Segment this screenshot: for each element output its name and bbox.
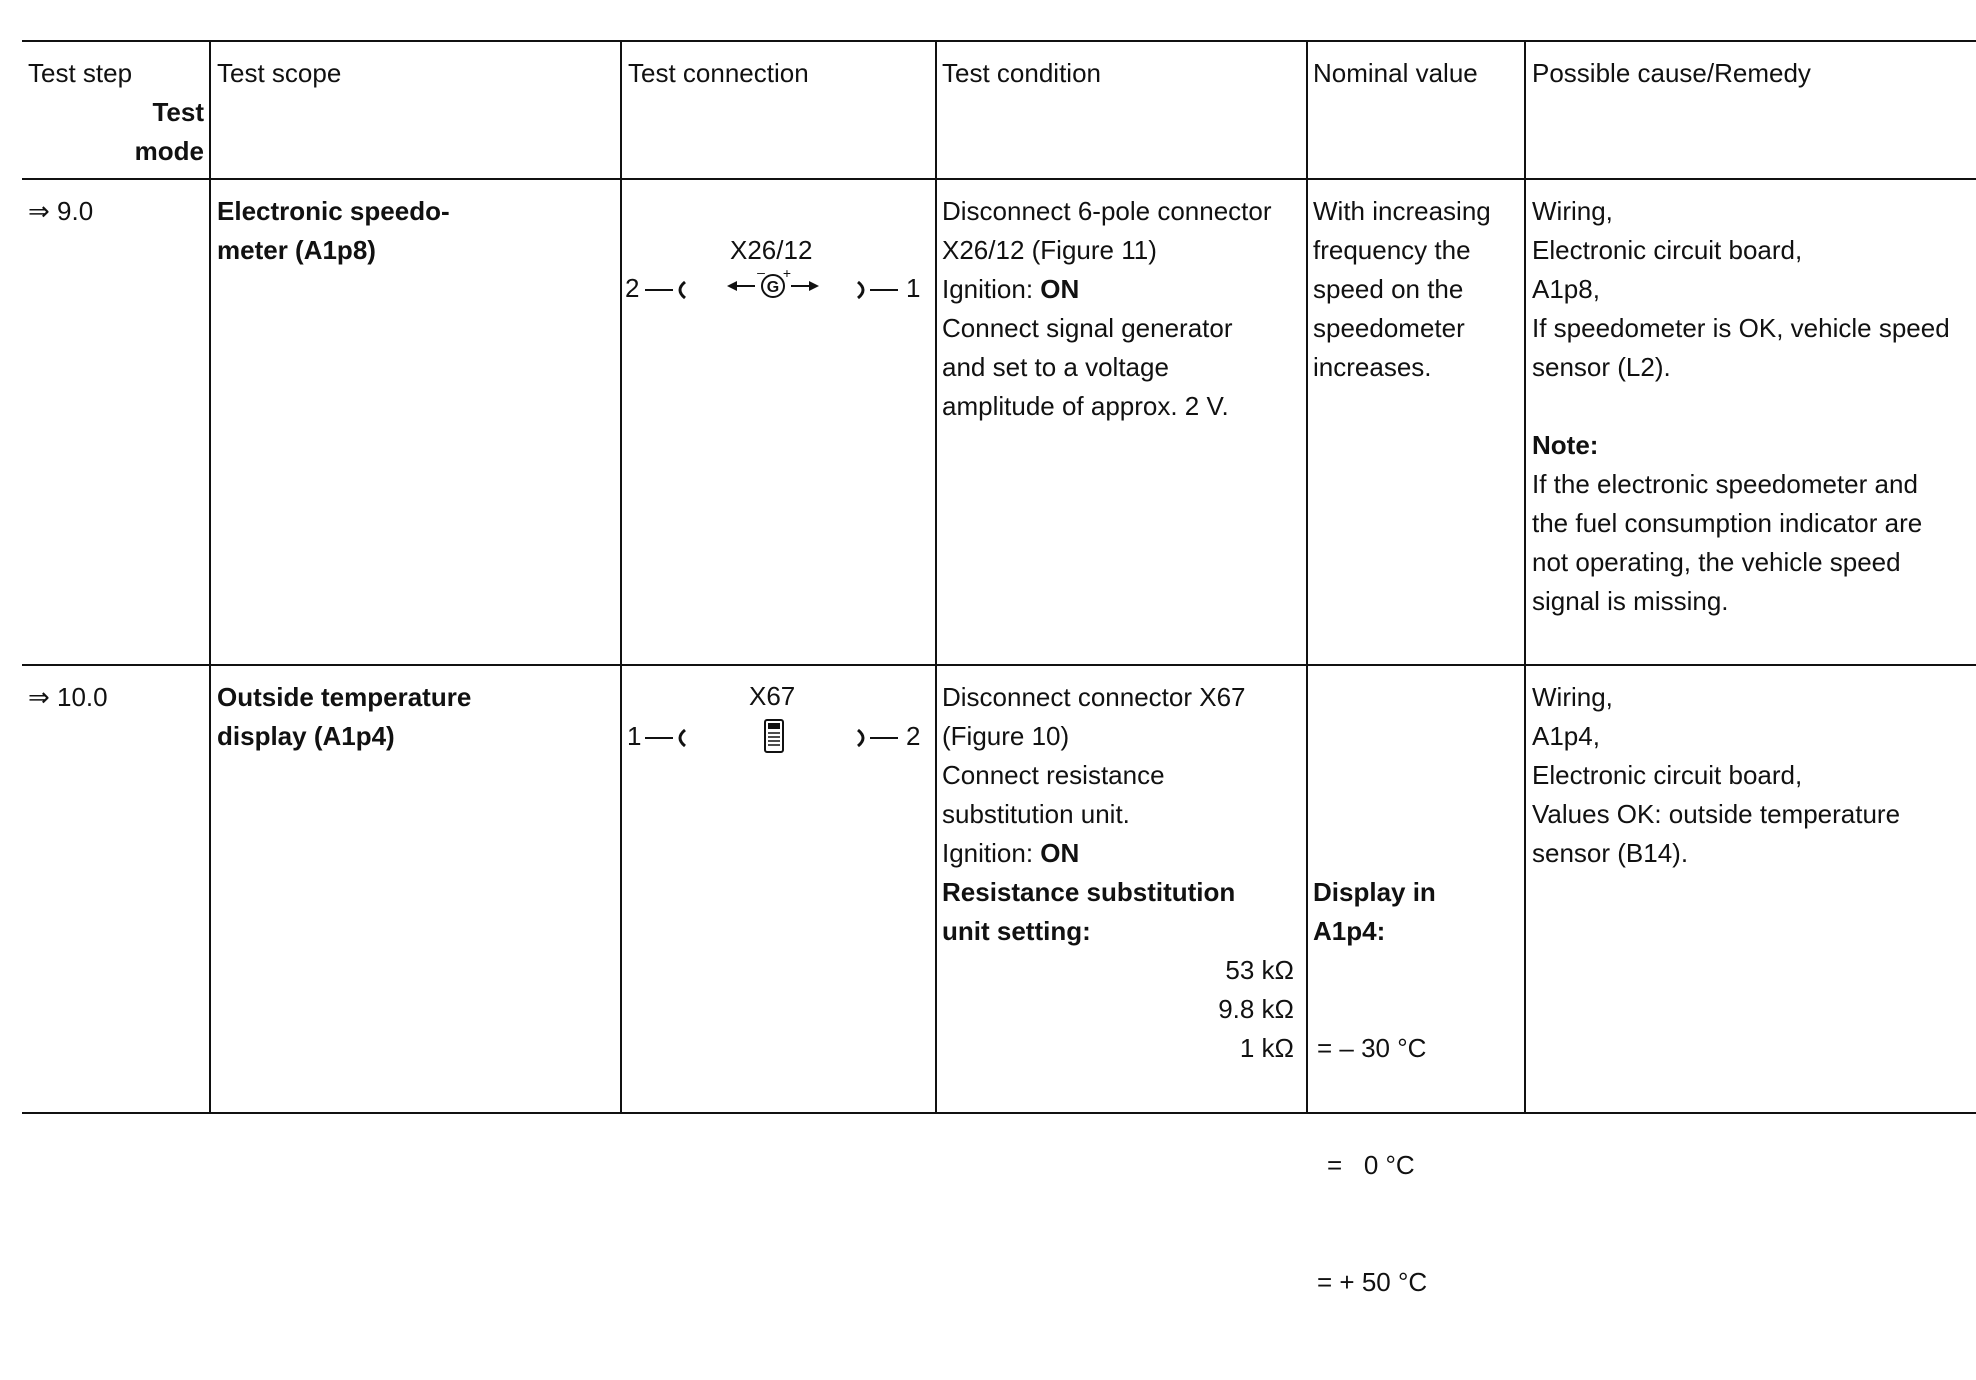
row1-pin-right: 1 — [906, 273, 921, 303]
col-divider-condition — [935, 40, 937, 1114]
ignition-label: Ignition: — [942, 838, 1041, 868]
header-possible-cause: Possible cause/Remedy — [1532, 58, 1811, 88]
row1-cause-line2: Electronic circuit board, — [1532, 235, 1803, 265]
svg-text:–: – — [757, 268, 765, 280]
row1-condition-line4: Connect signal generator — [942, 313, 1233, 343]
row2-nominal-head-line1: Display in — [1313, 877, 1436, 907]
row2-test-condition — [942, 678, 1246, 951]
row2-temperature-values — [1317, 951, 1427, 1380]
header-test-step: Test step — [28, 58, 133, 88]
row-divider — [22, 664, 1976, 666]
col-divider-connection — [620, 40, 622, 1114]
temperature-value: = – 30 °C — [1317, 1033, 1427, 1063]
row2-condition-ignition — [942, 834, 1246, 873]
resistance-unit-icon — [762, 718, 786, 754]
row1-nominal-line4: speedometer — [1313, 313, 1465, 343]
row1-scope-line1: Electronic speedo- — [217, 196, 450, 226]
row2-nominal-head — [1313, 873, 1436, 951]
row1-condition-ignition — [942, 270, 1272, 309]
row2-condition-line4: substitution unit. — [942, 799, 1130, 829]
row2-cause-line3: Electronic circuit board, — [1532, 760, 1803, 790]
svg-text:+: + — [782, 268, 792, 281]
row1-nominal-line5: increases. — [1313, 352, 1432, 382]
row1-pin-right-connector-icon — [852, 278, 902, 302]
spacer — [1532, 387, 1950, 426]
resistance-value: 53 kΩ — [1225, 955, 1294, 985]
header-test-mode-2: mode — [134, 136, 204, 166]
header-nominal-value: Nominal value — [1313, 58, 1478, 88]
row2-scope-line2: display (A1p4) — [217, 721, 395, 751]
row2-possible-cause — [1532, 678, 1900, 873]
svg-text:G: G — [766, 279, 780, 296]
row1-note-line1: If the electronic speedometer and — [1532, 469, 1918, 499]
row2-condition-line7: unit setting: — [942, 916, 1091, 946]
row1-cause-line4: If speedometer is OK, vehicle speed — [1532, 313, 1950, 343]
row1-test-scope — [217, 192, 450, 270]
row2-pin-left-connector-icon — [643, 726, 693, 750]
row1-condition-line5: and set to a voltage — [942, 352, 1169, 382]
row1-cause-line1: Wiring, — [1532, 196, 1613, 226]
row2-pin-right: 2 — [906, 721, 921, 751]
row1-connector-label: X26/12 — [730, 235, 813, 265]
row1-test-condition — [942, 192, 1272, 426]
header-test-scope: Test scope — [217, 58, 342, 88]
table-bottom-rule — [22, 1112, 1976, 1114]
row1-nominal-line2: frequency the — [1313, 235, 1471, 265]
row1-pin-left: 2 — [625, 273, 640, 303]
row1-note-label: Note: — [1532, 430, 1599, 460]
row2-test-step: ⇒ 10.0 — [28, 682, 108, 712]
header-test-condition: Test condition — [942, 58, 1101, 88]
col-divider-nominal — [1306, 40, 1308, 1114]
row1-note-line2: the fuel consumption indicator are — [1532, 508, 1923, 538]
col-divider-scope — [209, 40, 211, 1114]
row2-cause-line2: A1p4, — [1532, 721, 1600, 751]
row2-pin-left: 1 — [627, 721, 642, 751]
row1-cause-line3: A1p8, — [1532, 274, 1600, 304]
row1-note-line4: signal is missing. — [1532, 586, 1729, 616]
row2-condition-line6: Resistance substitution — [942, 877, 1236, 907]
header-test-mode-1: Test — [152, 97, 204, 127]
col-divider-cause — [1524, 40, 1526, 1114]
row2-connector-label: X67 — [749, 681, 796, 711]
row1-nominal-line3: speed on the — [1313, 274, 1464, 304]
row2-pin-right-connector-icon — [852, 726, 902, 750]
row1-nominal-line1: With increasing — [1313, 196, 1491, 226]
row1-cause-line5: sensor (L2). — [1532, 352, 1671, 382]
table-top-rule — [22, 40, 1976, 42]
row1-possible-cause — [1532, 192, 1950, 621]
ignition-state: ON — [1040, 838, 1080, 868]
temperature-value: = + 50 °C — [1317, 1267, 1428, 1297]
resistance-value: 1 kΩ — [1239, 1033, 1294, 1063]
temperature-value: = 0 °C — [1327, 1150, 1415, 1180]
resistance-value: 9.8 kΩ — [1218, 994, 1294, 1024]
row2-cause-line4: Values OK: outside temperature — [1532, 799, 1901, 829]
ignition-label: Ignition: — [942, 274, 1041, 304]
row1-condition-line1: Disconnect 6-pole connector — [942, 196, 1272, 226]
row1-pin-left-connector-icon — [643, 278, 693, 302]
row1-test-step: ⇒ 9.0 — [28, 196, 94, 226]
row2-cause-line1: Wiring, — [1532, 682, 1613, 712]
header-bottom-rule — [22, 178, 1976, 180]
row1-condition-line2: X26/12 (Figure 11) — [942, 235, 1157, 265]
ignition-state: ON — [1040, 274, 1080, 304]
row2-nominal-head-line2: A1p4: — [1313, 916, 1386, 946]
row1-nominal-value — [1313, 192, 1491, 387]
row2-cause-line5: sensor (B14). — [1532, 838, 1689, 868]
header-test-connection: Test connection — [628, 58, 809, 88]
row1-condition-line6: amplitude of approx. 2 V. — [942, 391, 1229, 421]
row1-note-line3: not operating, the vehicle speed — [1532, 547, 1901, 577]
row2-condition-line2: (Figure 10) — [942, 721, 1070, 751]
row2-resistance-values — [1100, 951, 1294, 1068]
row2-test-scope — [217, 678, 471, 756]
row2-scope-line1: Outside temperature — [217, 682, 472, 712]
signal-generator-icon — [725, 268, 821, 304]
row2-condition-line3: Connect resistance — [942, 760, 1165, 790]
row2-condition-line1: Disconnect connector X67 — [942, 682, 1246, 712]
row1-scope-line2: meter (A1p8) — [217, 235, 376, 265]
